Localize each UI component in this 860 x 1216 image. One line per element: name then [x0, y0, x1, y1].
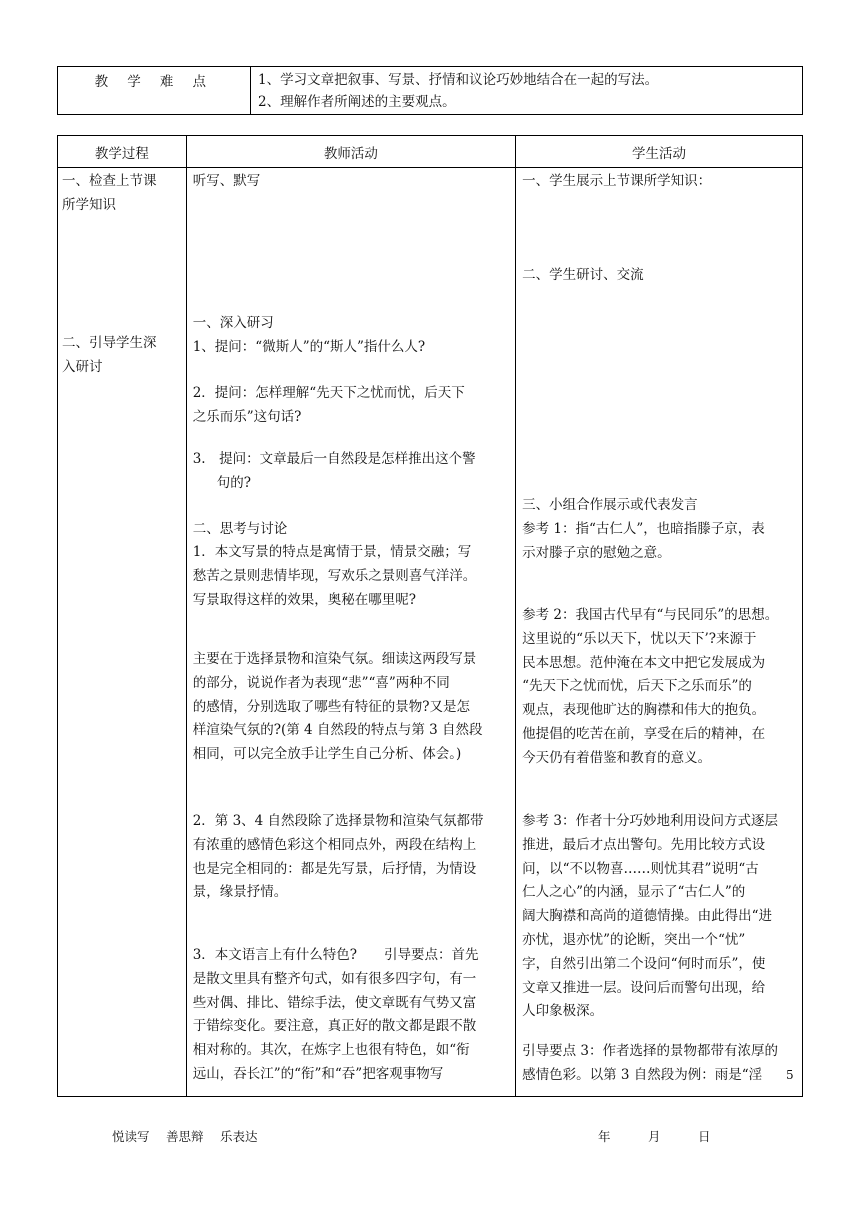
student-discuss: 二、学生研讨、交流	[522, 267, 644, 283]
process-cell	[58, 168, 187, 1097]
student-show: 一、学生展示上节课所学知识：	[522, 173, 712, 189]
teacher-discussion-heading: 二、思考与讨论	[192, 521, 288, 537]
student-cell	[516, 168, 803, 1097]
teacher-question-1: 1、提问：“微斯人”的“斯人”指什么人?	[192, 339, 426, 355]
header-process: 教学过程	[58, 136, 187, 168]
header-teacher: 教师活动	[186, 136, 515, 168]
footer-motto: 悦读写 善思辩 乐表达	[112, 1129, 258, 1144]
student-group: 三、小组合作展示或代表发言	[522, 497, 698, 513]
student-guide-3: 引导要点 3：作者选择的景物都带有浓厚的 感情色彩。以第 3 自然段为例：雨是“淫	[522, 1043, 778, 1083]
student-ref-1: 参考 1：指“古仁人”，也暗指滕子京，表 示对滕子京的慰勉之意。	[522, 521, 765, 561]
process-step-1: 一、检查上节课 所学知识	[62, 173, 157, 213]
lesson-table	[57, 135, 803, 1097]
difficulty-item: 1、学习文章把叙事、写景、抒情和议论巧妙地结合在一起的写法。	[258, 72, 659, 88]
teacher-cell	[186, 168, 515, 1097]
student-ref-3: 参考 3：作者十分巧妙地利用设问方式逐层 推进，最后才点出警句。先用比较方式设 问，以“不以物喜……则忧其君”说明“古 仁人之心”的内涵，显示了“古仁人”的 阔大胸襟和高尚的道德情操。由此得出“进 亦忧，退亦忧”的论断，突出一个“忧” 字，自然引出第二个设问“何时而乐”，使 文章又推进一层。设问后而警句出现，给 人印象极深。	[522, 813, 778, 1020]
teacher-study-heading: 一、深入研习	[192, 315, 274, 331]
header-student: 学生活动	[516, 136, 803, 168]
teacher-discussion-1: 1．本文写景的特点是寓情于景，情景交融；写 愁苦之景则悲情毕现，写欢乐之景则喜气洋洋。 写景取得这样的效果，奥秘在哪里呢?	[192, 544, 477, 608]
teacher-discussion-3: 3．本文语言上有什么特色? 引导要点：首先 是散文里具有整齐句式，如有很多四字句，有一 些对偶、排比、错综手法，使文章既有气势又富 于错综变化。要注意，真正好的散文都是跟不散 相对称的。其次，在炼字上也很有特色，如“衔 远山，吞长江”的“衔”和“吞”把客观事物写	[192, 947, 479, 1082]
table-header-row	[58, 136, 803, 168]
difficulty-items	[251, 67, 803, 115]
student-ref-2: 参考 2：我国古代早有“与民同乐”的思想。 这里说的“乐以天下，忧以天下’?来源于 民本思想。范仲淹在本文中把它发展成为 “先天下之忧而忧，后天下之乐而乐”的 观点，表现他旷达的胸襟和伟大的抱负。 他提倡的吃苦在前，享受在后的精神，在 今天仍有着借鉴和教育的意义。	[522, 607, 779, 766]
difficulty-label: 教 学 难 点	[58, 67, 251, 115]
table-body-row	[58, 168, 803, 1097]
teacher-discussion-1-answer: 主要在于选择景物和渲染气氛。细读这两段写景 的部分，说说作者为表现“悲”“喜”两种不同 的感情，分别选取了哪些有特征的景物?又是怎 样渲染气氛的?(第 4 自然段的特点与第 3 自然段 相同，可以完全放手让学生自己分析、体会。)	[192, 651, 483, 763]
teacher-dictation: 听写、默写	[192, 173, 261, 189]
process-step-2: 二、引导学生深 入研讨	[62, 335, 157, 375]
teacher-question-2: 2．提问：怎样理解“先天下之忧而忧，后天下 之乐而乐”这句话?	[192, 385, 465, 425]
page-number: 5	[786, 1068, 794, 1082]
difficulty-item: 2、理解作者所阐述的主要观点。	[258, 94, 456, 110]
difficulty-table	[57, 66, 803, 115]
teacher-question-3: 3. 提问：文章最后一自然段是怎样推出这个警 句的?	[192, 451, 476, 491]
footer-date: 年 月 日	[598, 1129, 711, 1144]
teacher-discussion-2: 2．第 3、4 自然段除了选择景物和渲染气氛都带 有浓重的感情色彩这个相同点外，两段在结构上 也是完全相同的：都是先写景，后抒情，为情设 景，缘景抒情。	[192, 813, 484, 901]
